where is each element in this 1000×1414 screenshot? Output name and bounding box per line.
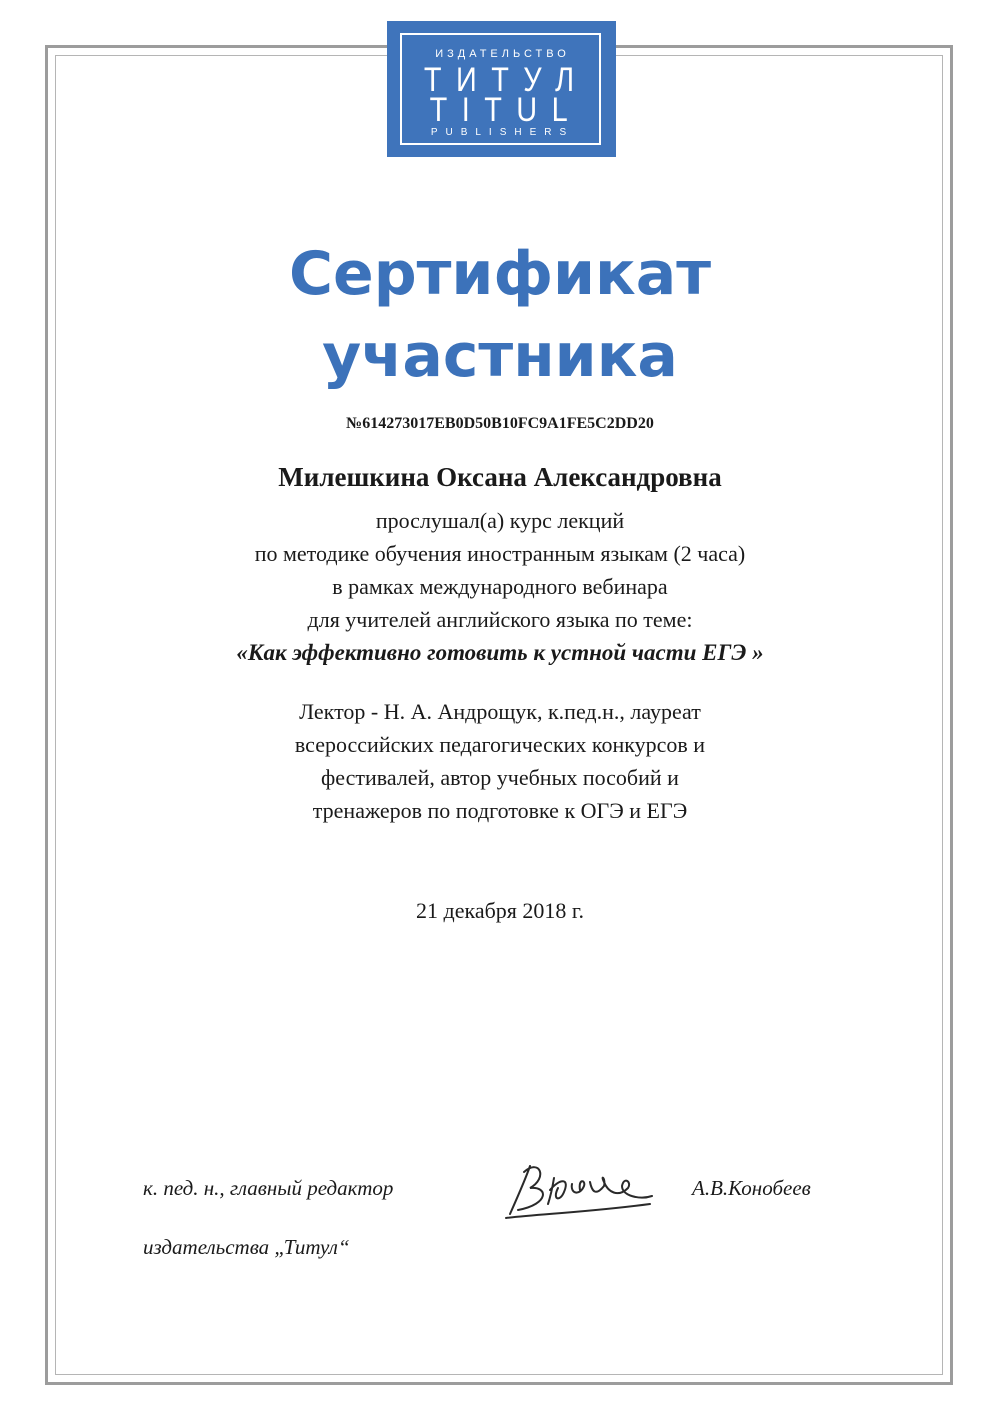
logo-line-cyrillic: ТИТУЛ — [423, 61, 589, 99]
certificate-title-line2: участника — [322, 321, 678, 391]
logo-bottom-text: PUBLISHERS — [430, 127, 575, 138]
body-line: прослушал(а) курс лекций — [375, 508, 625, 533]
publisher-logo — [387, 21, 616, 157]
lecturer-line: всероссийских педагогических конкурсов и — [294, 732, 706, 757]
signatory-title: к. пед. н., главный редактор — [143, 1176, 394, 1200]
logo-border — [400, 33, 601, 145]
lecturer-line: фестивалей, автор учебных пособий и — [321, 765, 679, 790]
body-line: по методике обучения иностранным языкам (2 часа) — [254, 541, 746, 566]
certificate-number: №614273017EB0D50B10FC9A1FE5C2DD20 — [346, 415, 654, 432]
certificate-title-line1: Сертификат — [288, 239, 712, 309]
signatory-name: А.В.Конобеев — [692, 1176, 811, 1200]
logo-line-latin: TITUL — [429, 91, 583, 129]
lecturer-line: тренажеров по подготовке к ОГЭ и ЕГЭ — [312, 798, 688, 823]
recipient-name: Милешкина Оксана Александровна — [278, 462, 722, 492]
lecturer-line: Лектор - Н. А. Андрощук, к.пед.н., лауреат — [299, 699, 701, 724]
body-line: для учителей английского языка по теме: — [307, 607, 693, 632]
body-line: в рамках международного вебинара — [332, 574, 668, 599]
logo-top-text: ИЗДАТЕЛЬСТВО — [435, 48, 570, 60]
signatory-organization: издательства „Титул“ — [143, 1235, 350, 1259]
handwritten-signature — [500, 1148, 670, 1228]
issue-date: 21 декабря 2018 г. — [416, 898, 584, 923]
webinar-topic: «Как эффективно готовить к устной части ЕГЭ » — [236, 640, 764, 665]
